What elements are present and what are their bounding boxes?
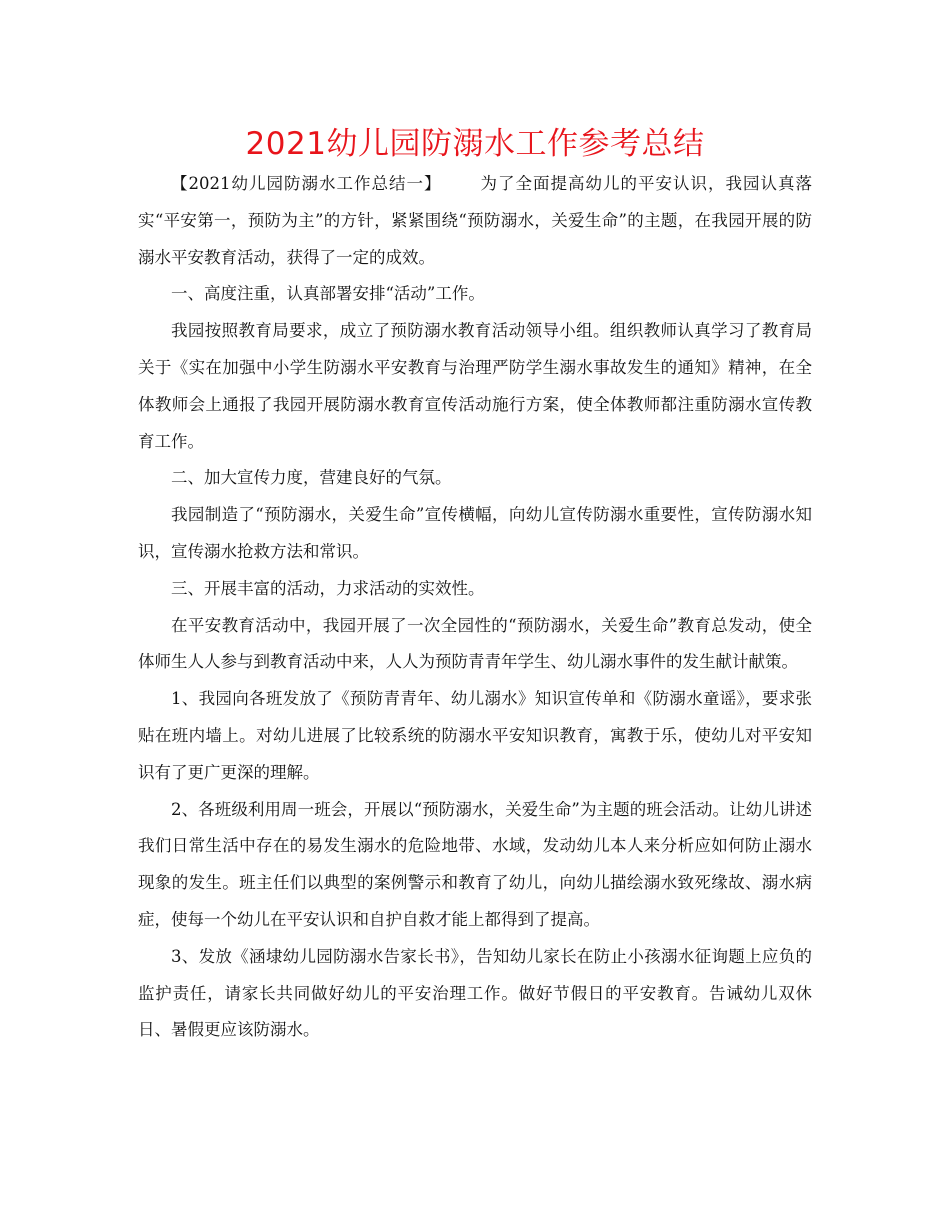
list-item-1: 1、我园向各班发放了《预防青青年、幼儿溺水》知识宣传单和《防溺水童谣》，要求张贴在班内墙上。对幼儿进展了比较系统的防溺水平安知识教育，寓教于乐，使幼儿对平安知识有了更广更深的理解。 bbox=[138, 689, 812, 782]
list-item-3: 3、发放《涵埭幼儿园防溺水告家长书》，告知幼儿家长在防止小孩溺水征询题上应负的监护责任，请家长共同做好幼儿的平安治理工作。做好节假日的平安教育。告诫幼儿双休日、暑假更应该防溺水。 bbox=[138, 946, 812, 1040]
document-body bbox=[138, 166, 812, 1049]
list-item-2: 2、各班级利用周一班会，开展以“预防溺水，关爱生命”为主题的班会活动。让幼儿讲述我们日常生活中存在的易发生溺水的危险地带、水域，发动幼儿本人来分析应如何防止溺水现象的发生。班主任们以典型的案例警示和教育了幼儿，向幼儿描绘溺水致死缘故、溺水病症，使每一个幼儿在平安认识和自护自救才能上都得到了提高。 bbox=[138, 799, 812, 929]
paragraph-2: 我园制造了“预防溺水，关爱生命”宣传横幅，向幼儿宣传防溺水重要性，宣传防溺水知识，宣传溺水抢救方法和常识。 bbox=[138, 505, 812, 561]
intro-paragraph bbox=[138, 166, 812, 276]
section-heading-3: 三、开展丰富的活动，力求活动的实效性。 bbox=[171, 578, 485, 598]
section-heading-2: 二、加大宣传力度，营建良好的气氛。 bbox=[171, 468, 452, 488]
section-heading-1: 一、高度注重，认真部署安排“活动”工作。 bbox=[171, 284, 485, 304]
paragraph-1: 我园按照教育局要求，成立了预防溺水教育活动领导小组。组织教师认真学习了教育局关于《实在加强中小学生防溺水平安教育与治理严防学生溺水事故发生的通知》精神，在全体教师会上通报了我园开展防溺水教育宣传活动施行方案，使全体教师都注重防溺水宣传教育工作。 bbox=[138, 321, 812, 451]
intro-heading: 【2021幼儿园防溺水工作总结一】 bbox=[171, 174, 442, 193]
document-title: 2021幼儿园防溺水工作参考总结 bbox=[245, 126, 705, 162]
intro-text: 为了全面提高幼儿的平安认识，我园认真落实“平安第一，预防为主”的方针，紧紧围绕“预防溺水，关爱生命”的主题，在我园开展的防溺水平安教育活动，获得了一定的成效。 bbox=[138, 174, 812, 267]
paragraph-3: 在平安教育活动中，我园开展了一次全园性的“预防溺水，关爱生命”教育总发动，使全体师生人人参与到教育活动中来，人人为预防青青年学生、幼儿溺水事件的发生献计献策。 bbox=[138, 615, 812, 672]
